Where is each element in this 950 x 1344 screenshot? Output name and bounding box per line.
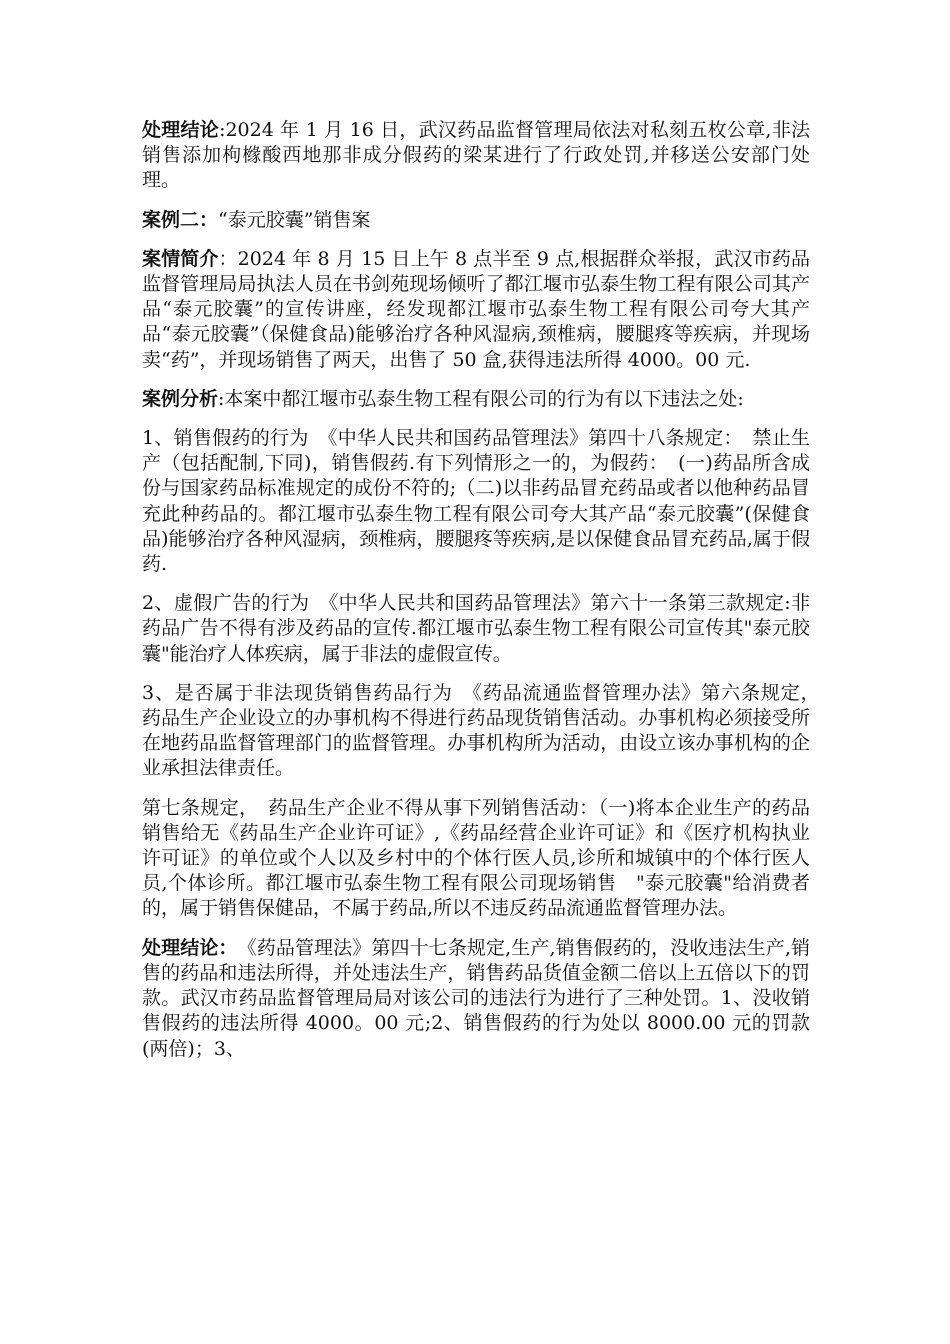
section-label: 案情简介 <box>142 247 219 270</box>
paragraph-conclusion-case-2 <box>142 936 810 1062</box>
paragraph-article-7 <box>142 796 810 922</box>
section-label: 案例二： <box>142 208 219 231</box>
paragraph-text: 2、虚假广告的行为 《中华人民共和国药品管理法》第六十一条第三款规定:非药品广告不得有涉及药品的宣传.都江堰市弘泰生物工程有限公司宣传其"泰元胶囊"能治疗人体疾病，属于非法的虚假宣传。 <box>142 592 810 665</box>
section-label: 处理结论 <box>142 119 220 141</box>
paragraph-text: :本案中都江堰市弘泰生物工程有限公司的行为有以下违法之处: <box>218 387 744 410</box>
paragraph-text: 3、是否属于非法现货销售药品行为 《药品流通监督管理办法》第六条规定， 药品生产企业设立的办事机构不得进行药品现货销售活动。办事机构必须接受所在地药品监督管理部门的监督管理。办事机构所为活动，由设立该办事机构的企业承担法律责任。 <box>142 681 830 780</box>
paragraph-conclusion-case-1 <box>142 118 810 194</box>
paragraph-text: 1、销售假药的行为 《中华人民共和国药品管理法》第四十八条规定： 禁止生产（包括配制,下同)，销售假药.有下列情形之一的，为假药： (一)药品所含成份与国家药品标准规定的成份不符的;（二)以非药品冒充药品或者以他种药品冒充此种药品的。都江堰市弘泰生物工程有限公司夸大其产品“泰元胶囊”(保健食品)能够治疗各种风湿病，颈椎病，腰腿疼等疾病,是以保健食品冒充药品,属于假药. <box>142 427 810 576</box>
section-label: 案例分析 <box>142 387 219 410</box>
paragraph-case-2-heading <box>142 208 810 233</box>
paragraph-point-2 <box>142 591 810 667</box>
paragraph-case-analysis <box>142 387 810 412</box>
paragraph-case-summary <box>142 247 810 373</box>
paragraph-text: :2024 年 1 月 16 日，武汉药品监督管理局依法对私刻五枚公章,非法销售添加枸橼酸西地那非成分假药的梁某进行了行政处罚,并移送公安部门处理。 <box>142 119 810 192</box>
paragraph-text: 第七条规定， 药品生产企业不得从事下列销售活动：（一)将本企业生产的药品销售给无《药品生产企业许可证》,《药品经营企业许可证》和《医疗机构执业许可证》的单位或个人以及乡村中的个体行医人员,诊所和城镇中的个体行医人员,个体诊所。都江堰市弘泰生物工程有限公司现场销售 "泰元胶囊"给消费者的，属于销售保健品，不属于药品,所以不违反药品流通监督管理办法。 <box>142 796 810 920</box>
section-label: 处理结论： <box>142 936 229 959</box>
paragraph-point-3 <box>142 681 830 782</box>
document-page <box>142 118 830 1076</box>
paragraph-text: “泰元胶囊”销售案 <box>218 208 371 231</box>
paragraph-text: ：2024 年 8 月 15 日上午 8 点半至 9 点,根据群众举报，武汉市药品监督管理局局执法人员在书剑苑现场倾听了都江堰市弘泰生物工程有限公司其产品“泰元胶囊”的宣传讲座，经发现都江堰市弘泰生物工程有限公司夸大其产品“泰元胶囊”（保健食品)能够治疗各种风湿病,颈椎病，腰腿疼等疾病，并现场卖“药”，并现场销售了两天，出售了 50 盒,获得违法所得 4000。00 元. <box>142 247 810 371</box>
paragraph-point-1 <box>142 426 810 577</box>
paragraph-text: 《药品管理法》第四十七条规定,生产,销售假药的，没收违法生产,销售的药品和违法所得，并处违法生产，销售药品货值金额二倍以上五倍以下的罚款。武汉市药品监督管理局局对该公司的违法行为进行了三种处罚。1、没收销售假药的违法所得 4000。00 元;2、销售假药的行为处以 8000.00 元的罚款(两倍)；3、 <box>142 936 810 1060</box>
